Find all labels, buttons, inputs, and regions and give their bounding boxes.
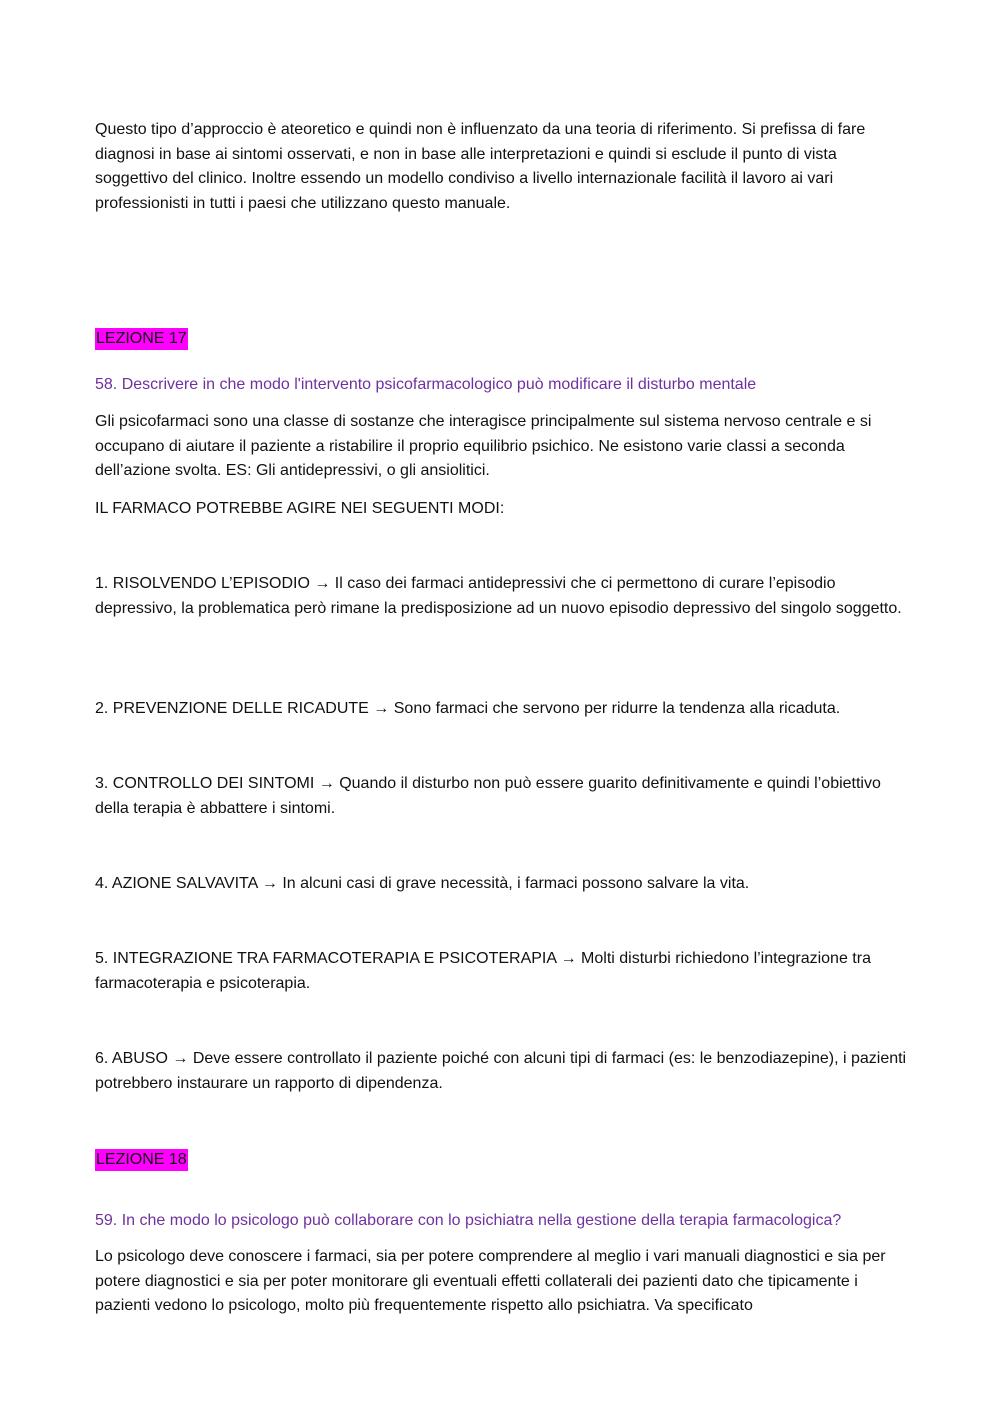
list-item-5-title: 5. INTEGRAZIONE TRA FARMACOTERAPIA E PSICOTERAPIA (95, 950, 557, 967)
list-item-2 (95, 697, 907, 722)
arrow-right-icon: → (318, 775, 335, 792)
lesson-18-paragraph: Lo psicologo deve conoscere i farmaci, sia per potere comprendere al meglio i vari manuali diagnostici e sia per potere diagnostici e sia per poter monitorare gli eventuali effetti collaterali dei pazienti dato che tipicamente i pazienti vedono lo psicologo, molto più frequentemente rispetto allo psichiatra. Va specificato (95, 1248, 886, 1314)
arrow-right-icon: → (560, 950, 577, 967)
arrow-right-icon: → (314, 575, 331, 592)
intro-paragraph: Questo tipo d’approccio è ateoretico e quindi non è influenzato da una teoria di riferimento. Si prefissa di fare diagnosi in base ai sintomi osservati, e non in base alle interpretazioni e quindi si esclude il punto di vista soggettivo del clinico. Inoltre essendo un modello condiviso a livello internazionale facilità il lavoro ai vari professionisti in tutti i paesi che utilizzano questo manuale. (95, 121, 866, 212)
list-item-4-title: 4. AZIONE SALVAVITA (95, 875, 258, 892)
arrow-right-icon: → (172, 1050, 189, 1067)
list-item-4-text: In alcuni casi di grave necessità, i farmaci possono salvare la vita. (282, 875, 750, 892)
arrow-right-icon: → (373, 700, 390, 717)
list-intro: IL FARMACO POTREBBE AGIRE NEI SEGUENTI MODI: (95, 500, 505, 517)
question-58: 58. Descrivere in che modo l'intervento psicofarmacologico può modificare il disturbo mentale (95, 376, 757, 393)
list-item-6-text: Deve essere controllato il paziente poiché con alcuni tipi di farmaci (es: le benzodiazepine), i pazienti potrebbero instaurare un rapporto di dipendenza. (95, 1050, 907, 1092)
arrow-right-icon: → (261, 875, 278, 892)
list-item-2-title: 2. PREVENZIONE DELLE RICADUTE (95, 700, 369, 717)
list-item-6 (95, 1047, 907, 1096)
lesson-17-paragraph: Gli psicofarmaci sono una classe di sostanze che interagisce principalmente sul sistema nervoso centrale e si occupano di aiutare il paziente a ristabilire il proprio equilibrio psichico. Ne esistono varie classi a seconda dell’azione svolta. ES: Gli antidepressivi, o gli ansiolitici. (95, 413, 872, 479)
lesson-17-label: LEZIONE 17 (95, 328, 188, 350)
list-item-1 (95, 572, 907, 621)
list-item-3-text: Quando il disturbo non può essere guarito definitivamente e quindi l’obiettivo della terapia è abbattere i sintomi. (95, 775, 881, 817)
list-item-3 (95, 772, 907, 821)
list-item-1-title: 1. RISOLVENDO L’EPISODIO (95, 575, 310, 592)
list-item-4 (95, 872, 907, 897)
list-item-5-text: Molti disturbi richiedono l’integrazione tra farmacoterapia e psicoterapia. (95, 950, 871, 992)
question-59: 59. In che modo lo psicologo può collaborare con lo psichiatra nella gestione della terapia farmacologica? (95, 1212, 842, 1229)
list-item-3-title: 3. CONTROLLO DEI SINTOMI (95, 775, 315, 792)
list-item-6-title: 6. ABUSO (95, 1050, 168, 1067)
list-item-1-text: Il caso dei farmaci antidepressivi che ci permettono di curare l’episodio depressivo, la problematica però rimane la predisposizione ad un nuovo episodio depressivo del singolo soggetto. (95, 575, 902, 617)
lesson-18-label: LEZIONE 18 (95, 1149, 188, 1171)
list-item-5 (95, 947, 907, 996)
list-item-2-text: Sono farmaci che servono per ridurre la tendenza alla ricaduta. (393, 700, 841, 717)
